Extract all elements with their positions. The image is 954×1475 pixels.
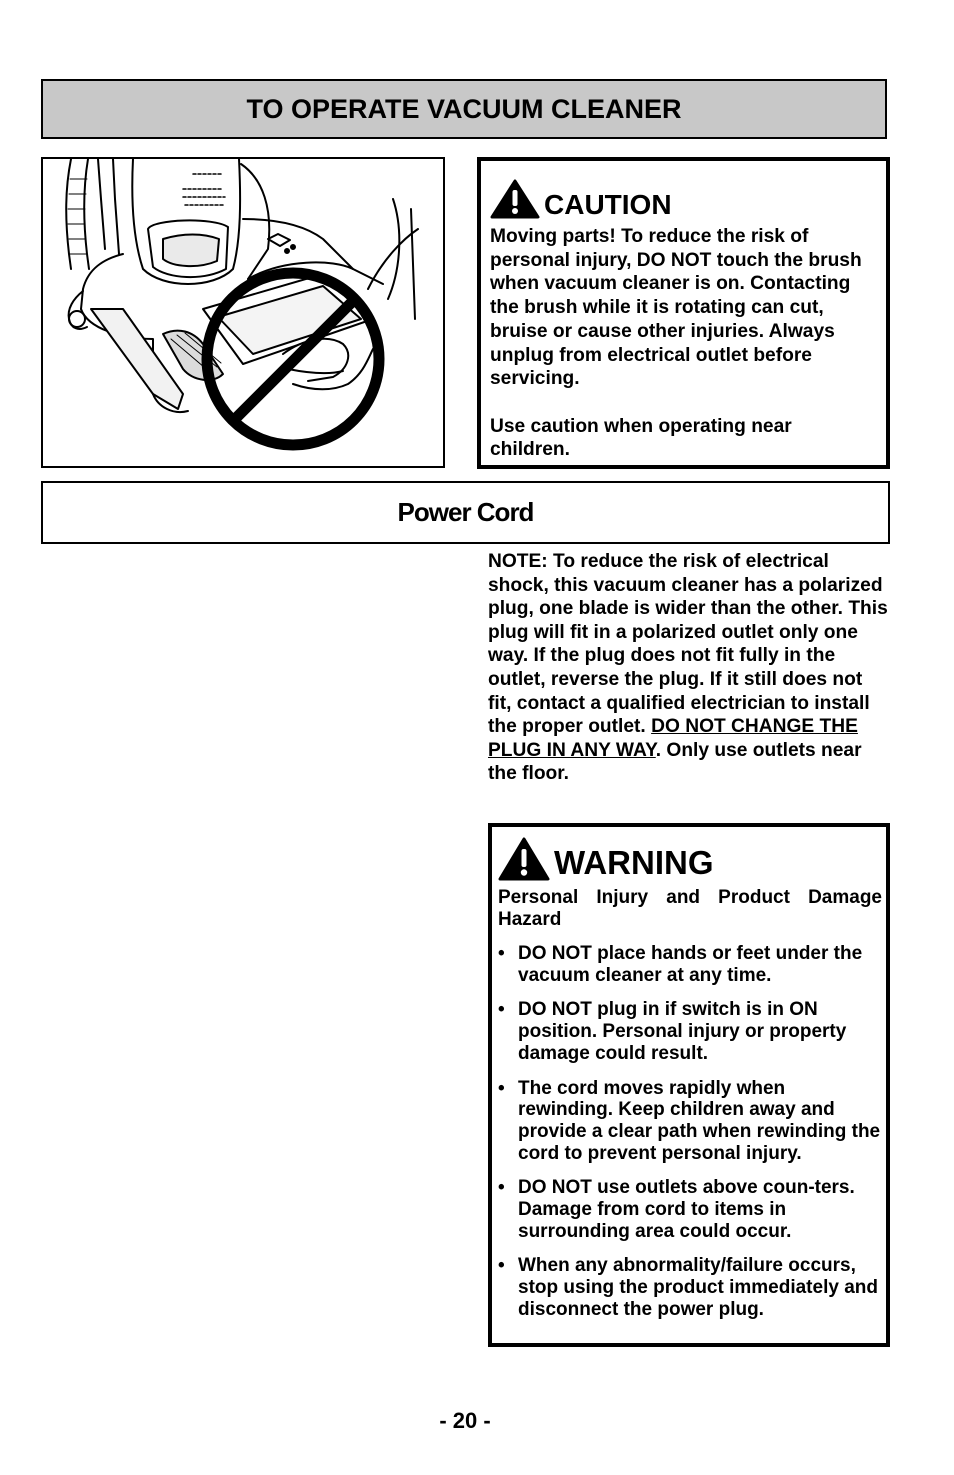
list-item: • DO NOT use outlets above coun-ters. Damage from cord to items in surrounding area could occur. (498, 1177, 855, 1242)
bullet: • (498, 1255, 505, 1277)
caution-title: CAUTION (544, 189, 672, 220)
caution-text (490, 225, 876, 462)
warning-list (498, 943, 882, 1321)
page-header (41, 79, 887, 139)
warning-title: WARNING (554, 844, 714, 881)
page-title: TO OPERATE VACUUM CLEANER (246, 93, 682, 124)
warning-header (498, 837, 882, 881)
bullet: • (498, 943, 505, 964)
warning-box (488, 823, 890, 1347)
power-cord-note (488, 550, 888, 786)
caution-box (477, 157, 890, 469)
hazard-label: Personal Injury and Product Damage Hazard (498, 887, 882, 930)
bullet: • (498, 999, 505, 1021)
note-underlined-text: DO NOT CHANGE THE PLUG IN ANY WAY (488, 716, 858, 761)
list-item: • DO NOT plug in if switch is in ON position. Personal injury or property damage could result. (498, 999, 847, 1064)
caution-paragraph: Use caution when operating near children. (490, 415, 792, 461)
note-text: NOTE: To reduce the risk of electrical shock, this vacuum cleaner has a polarized plug, one blade is wider than the other. This plug will fit in a polarized outlet only one way. If the plug does not fit fully in the outlet, reverse the plug. If it still does not fit, contact a qualified electrician to install the proper outlet. (488, 551, 888, 738)
list-item: • When any abnormality/failure occurs, stop using the product immediately and disconnect the power plug. (498, 1255, 878, 1320)
warning-triangle-icon (498, 837, 550, 881)
section-header (41, 481, 890, 544)
no-touch-brush-icon (43, 159, 443, 466)
bullet: • (498, 1177, 505, 1199)
note-text-end: . Only use outlets near the floor. (488, 739, 862, 785)
bullet: • (498, 1077, 505, 1099)
vacuum-brush-illustration (41, 157, 445, 468)
caution-paragraph: Moving parts! To reduce the risk of personal injury, DO NOT touch the brush when vacuum cleaner is on. Contacting the brush while it is rotating can cut, bruise or cause other injuries. Always unplug from electrical outlet before servicing. (490, 226, 862, 390)
caution-header (490, 179, 876, 219)
list-item: • DO NOT place hands or feet under the vacuum cleaner at any time. (498, 943, 863, 986)
page-number: - 20 - (439, 1408, 491, 1433)
list-item: • The cord moves rapidly when rewinding. Keep children away and provide a clear path when rewinding the cord to prevent personal injury. (498, 1077, 881, 1164)
warning-triangle-icon (490, 179, 540, 219)
section-title: Power Cord (397, 497, 534, 527)
